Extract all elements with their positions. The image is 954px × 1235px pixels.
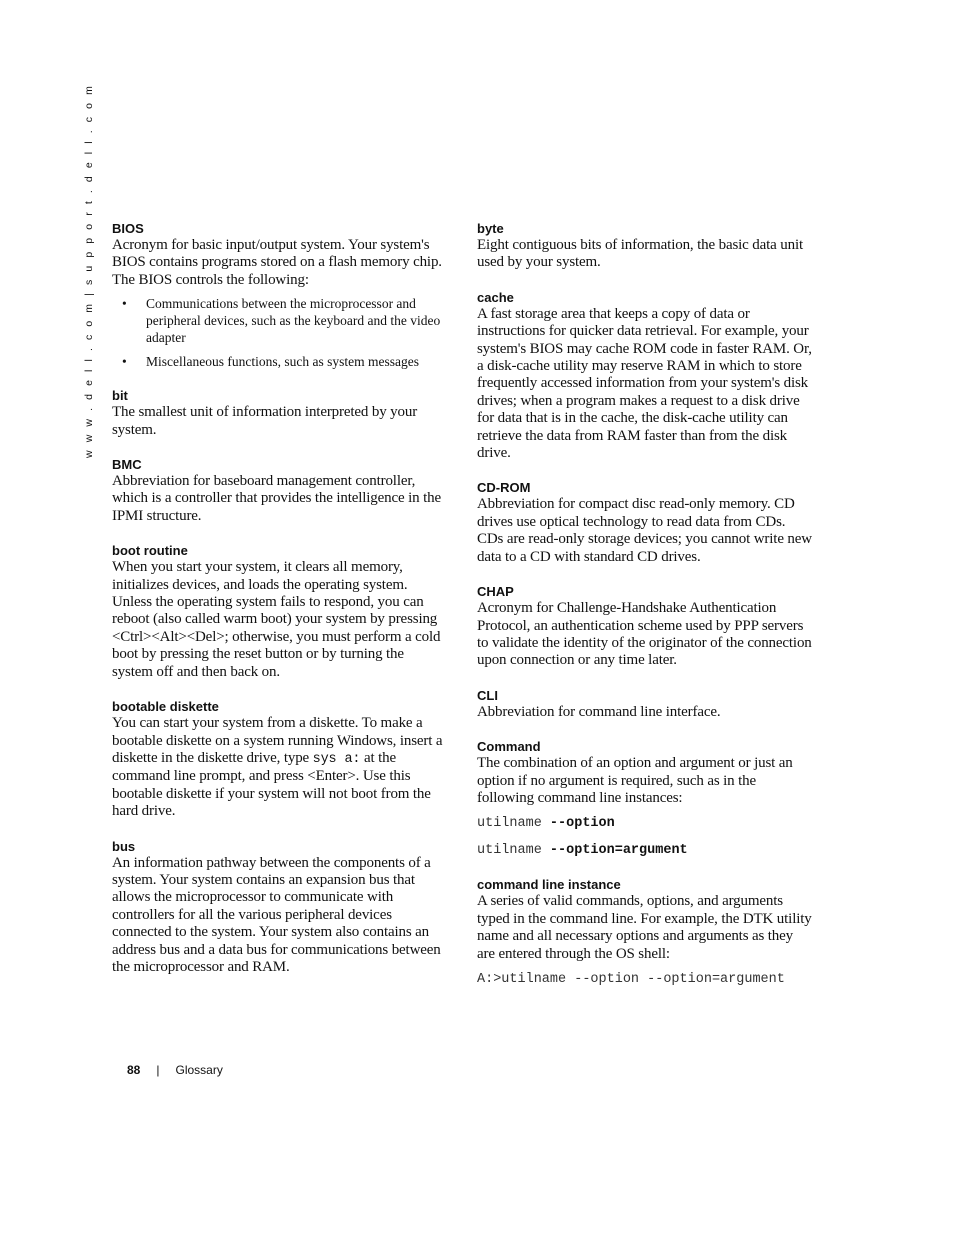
list-item xyxy=(112,353,448,370)
definition-bit: The smallest unit of information interpreted by your system. xyxy=(112,404,418,438)
definition-cache: A fast storage area that keeps a copy of data or instructions for quicker data retrieval. For example, your system's BIOS may cache ROM code in faster RAM. Or, a disk-cache utility may reserve RAM in which to store frequently accessed information from your system's disk drives; when a program makes a request to a disk drive for data that is in the cache, the disk-cache utility can retrieve the data from RAM faster than from the disk drive. xyxy=(477,305,812,462)
definition-text-part: You can start your system from a diskette. To make a bootable diskette on a system running Windows, insert a diskette in the diskette drive, type xyxy=(112,715,443,766)
term-chap: CHAP xyxy=(477,584,514,600)
glossary-entry-bootable-diskette xyxy=(112,698,448,820)
footer-separator: | xyxy=(156,1063,160,1077)
term-byte: byte xyxy=(477,221,504,236)
bullet-text: Miscellaneous functions, such as system messages xyxy=(146,354,419,370)
definition-cd-rom: Abbreviation for compact disc read-only memory. CD drives use optical technology to read data from CDs. CDs are read-only storage devices; you cannot write new data to a CD with standard CD drives. xyxy=(477,496,812,565)
side-url-text: w w w . d e l l . c o m | s u p p o r t . d e l l . c o m xyxy=(83,83,95,458)
term-command-line-instance: command line instance xyxy=(477,877,621,893)
list-item xyxy=(112,295,448,346)
term-cache: cache xyxy=(477,289,514,305)
definition-byte: Eight contiguous bits of information, the basic data unit used by your system. xyxy=(477,237,803,271)
code-example: A:>utilname --option --option=argument xyxy=(477,971,785,987)
term-cli: CLI xyxy=(477,687,498,703)
glossary-entry-command xyxy=(477,738,813,859)
term-cd-rom: CD-ROM xyxy=(477,480,531,496)
right-column xyxy=(477,220,813,1005)
inline-command: sys a: xyxy=(312,751,361,767)
glossary-entry-bmc xyxy=(112,456,448,525)
code-example xyxy=(477,842,813,859)
glossary-entry-cache xyxy=(477,289,813,463)
term-bit: bit xyxy=(112,388,128,404)
definition-chap: Acronym for Challenge-Handshake Authentication Protocol, an authentication scheme used by PPP servers to validate the identity of the originator of the connection upon connection or any time later. xyxy=(477,600,812,669)
code-bold: --option=argument xyxy=(549,843,688,859)
section-name: Glossary xyxy=(175,1063,223,1077)
glossary-entry-boot-routine xyxy=(112,542,448,681)
code-example xyxy=(477,815,813,832)
glossary-entry-cli xyxy=(477,687,813,721)
glossary-entry-bus xyxy=(112,838,448,977)
page-number: 88 xyxy=(127,1063,141,1077)
glossary-entry-bios xyxy=(112,220,448,370)
code-bold: --option xyxy=(549,816,615,832)
glossary-entry-bit xyxy=(112,387,448,439)
code-plain: utilname xyxy=(477,816,550,832)
bullet-text: Communications between the microprocessor and peripheral devices, such as the keyboard and the video adapter xyxy=(146,296,441,346)
definition-cli: Abbreviation for command line interface. xyxy=(477,703,721,720)
code-plain: utilname xyxy=(477,843,550,859)
glossary-entry-byte xyxy=(477,220,813,272)
definition-bios: Acronym for basic input/output system. Your system's BIOS contains programs stored on a flash memory chip. The BIOS controls the following: xyxy=(112,237,442,288)
term-bmc: BMC xyxy=(112,457,142,473)
term-command: Command xyxy=(477,739,541,755)
left-column xyxy=(112,220,448,993)
glossary-entry-cd-rom xyxy=(477,479,813,566)
bullet-icon: • xyxy=(122,354,127,370)
definition-bootable-diskette xyxy=(112,715,448,820)
definition-text-part: at the command line prompt, and press <Enter>. Use this bootable diskette if your system will not boot from the hard drive. xyxy=(112,749,431,820)
term-bus: bus xyxy=(112,838,136,854)
definition-boot-routine: When you start your system, it clears all memory, initializes devices, and loads the operating system. Unless the operating system fails to respond, you can reboot (also called warm boot) your system by pressing <Ctrl><Alt><Del>; otherwise, you must perform a cold boot by pressing the reset button or by turning the system off and then back on. xyxy=(112,559,441,680)
glossary-entry-command-line-instance xyxy=(477,876,813,988)
term-bootable-diskette: bootable diskette xyxy=(112,699,219,715)
term-bios: BIOS xyxy=(112,221,144,236)
definition-bus: An information pathway between the components of a system. Your system contains an expansion bus that allows the microprocessor to communicate with controllers for all the various peripheral devices connected to the system. Your system also contains an address bus and a data bus for communications between the microprocessor and RAM. xyxy=(112,854,441,975)
definition-command: The combination of an option and argument or just an option if no argument is required, such as in the following command line instances: xyxy=(477,755,793,806)
bullet-icon: • xyxy=(122,296,127,312)
term-boot-routine: boot routine xyxy=(112,543,188,559)
page-footer xyxy=(127,1062,223,1078)
glossary-entry-chap xyxy=(477,583,813,670)
definition-command-line-instance: A series of valid commands, options, and arguments typed in the command line. For example, the DTK utility name and all necessary options and arguments as they are entered through the OS shell: xyxy=(477,893,812,962)
bios-bullet-list xyxy=(112,295,448,370)
definition-bmc: Abbreviation for baseboard management controller, which is a controller that provides the intelligence in the IPMI structure. xyxy=(112,473,441,524)
